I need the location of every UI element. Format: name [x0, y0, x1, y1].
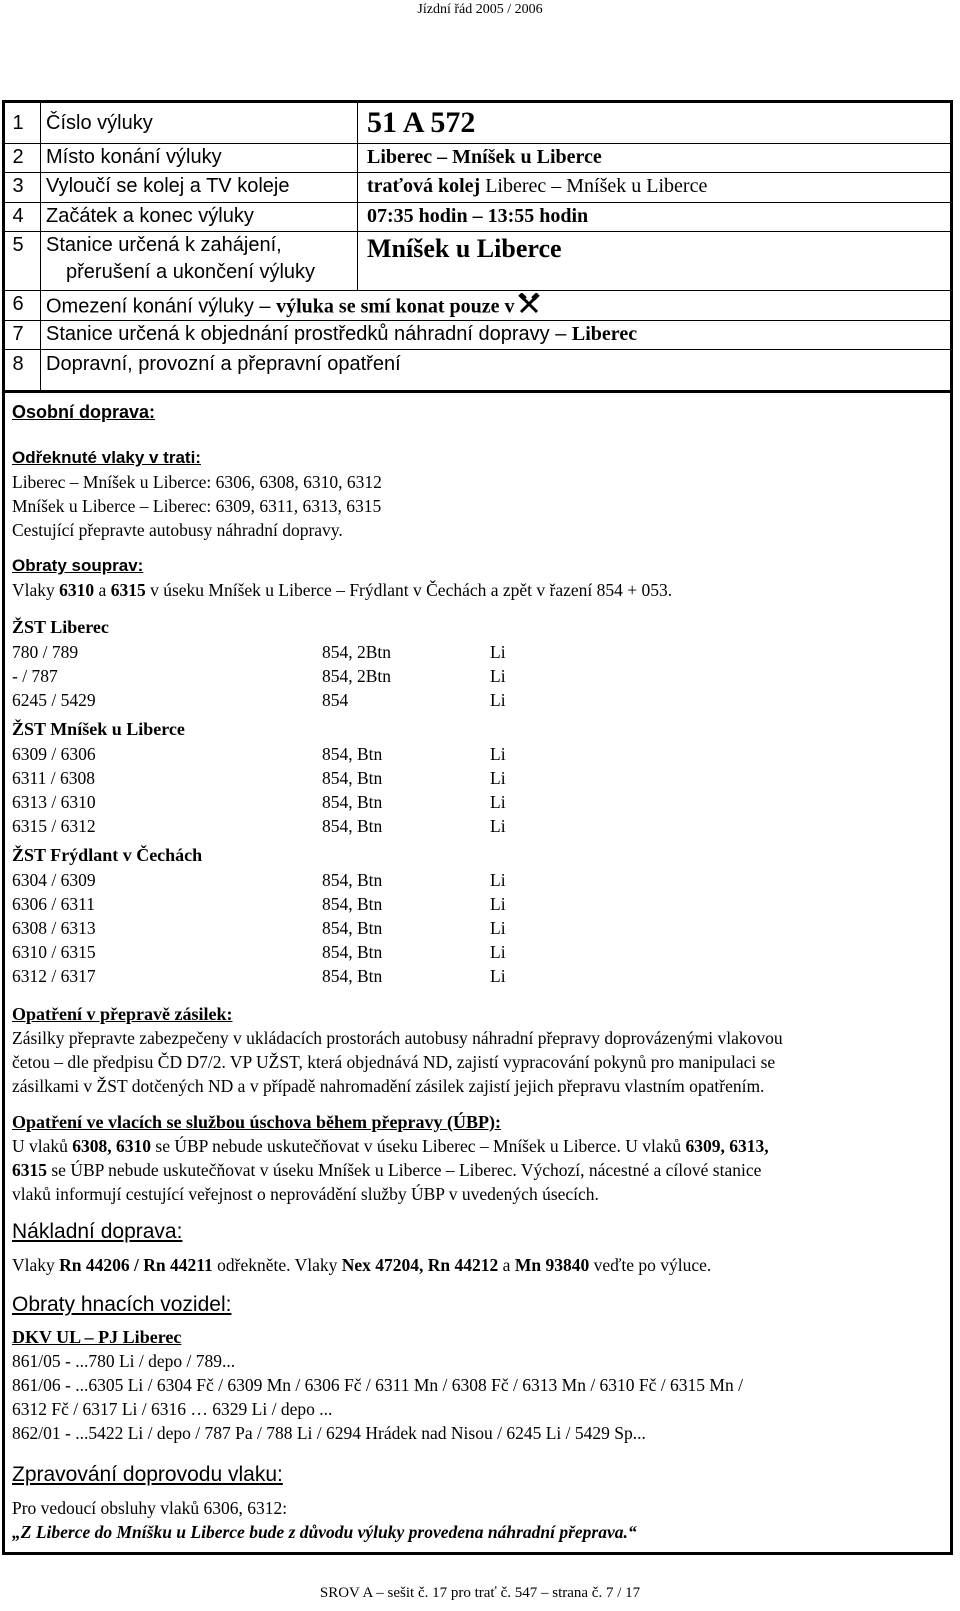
- text-line: 6315 se ÚBP nebude uskutečňovat v úseku Mníšek u Liberce – Liberec. Výchozí, nácestné a cílové stanice: [12, 1160, 762, 1180]
- table-row-4: [2, 205, 953, 231]
- table-row-7: [2, 323, 953, 349]
- row-number: 5: [12, 234, 24, 256]
- row-number: 6: [12, 293, 24, 315]
- text-line: Cestující přepravte autobusy náhradní dopravy.: [12, 520, 343, 540]
- text-line: Liberec – Mníšek u Liberce: 6306, 6308, 6310, 6312: [12, 472, 382, 492]
- text-line: Pro vedoucí obsluhy vlaků 6306, 6312:: [12, 1498, 288, 1518]
- page-footer: SROV A – sešit č. 17 pro trať č. 547 – strana č. 7 / 17: [319, 1585, 641, 1601]
- row-value: Mníšek u Liberce: [367, 234, 562, 263]
- row-value: 07:35 hodin – 13:55 hodin: [367, 205, 589, 227]
- row-number: 3: [12, 175, 24, 197]
- section-title-zpravovani: Zpravování doprovodu vlaku:: [12, 1463, 283, 1486]
- text-line: 6312 Fč / 6317 Li / 6316 … 6329 Li / depo ...: [12, 1399, 333, 1419]
- page-header: Jízdní řád 2005 / 2006: [417, 2, 543, 17]
- row-number: 7: [12, 323, 24, 345]
- row-label: Omezení konání výluky – výluka se smí konat pouze v: [46, 293, 540, 321]
- row-label: Vyloučí se kolej a TV koleje: [46, 175, 290, 197]
- text-line: zásilkami v ŽST dotčených ND a v případě nahromadění zásilek zajistí jejich přepravu vlastním opatřením.: [12, 1076, 765, 1096]
- info-table: [2, 100, 953, 390]
- subsection-odreknute: Odřeknuté vlaky v trati:: [12, 448, 201, 467]
- row-number: 1: [12, 112, 24, 134]
- section-title-osobni: Osobní doprava:: [12, 402, 156, 422]
- section-title-nakladni: Nákladní doprava:: [12, 1220, 183, 1243]
- obraty-line: Vlaky 6310 a 6315 v úseku Mníšek u Liberce – Frýdlant v Čechách a zpět v řazení 854 + 053.: [12, 580, 673, 600]
- table-row-2: [2, 146, 953, 172]
- group-title: ŽST Mníšek u Liberce: [12, 719, 185, 739]
- announcement-text: „Z Liberce do Mníšku u Liberce bude z důvodu výluky provedena náhradní přeprava.“: [12, 1522, 637, 1542]
- text-line: Zásilky přepravte zabezpečeny v ukládacích prostorách autobusy náhradní přepravy doprovázenými vlakovou: [12, 1028, 783, 1048]
- text-line: 861/06 - ...6305 Li / 6304 Fč / 6309 Mn / 6306 Fč / 6311 Mn / 6308 Fč / 6313 Mn / 6310 Fč / 6315 Mn /: [12, 1375, 743, 1395]
- row-value: Liberec – Mníšek u Liberce: [367, 146, 602, 168]
- group-title: ŽST Frýdlant v Čechách: [12, 845, 203, 865]
- row-value: traťová kolej Liberec – Mníšek u Liberce: [367, 175, 708, 197]
- row-label-line2: přerušení a ukončení výluky: [66, 261, 316, 283]
- table-row-3: [2, 175, 953, 201]
- table-row-8: [2, 353, 953, 379]
- text-line: Mníšek u Liberce – Liberec: 6309, 6311, 6313, 6315: [12, 496, 382, 516]
- table-row-6: [2, 293, 953, 319]
- table-row-1: [2, 106, 953, 143]
- group-title: ŽST Liberec: [12, 617, 109, 637]
- row-label: Stanice určená k objednání prostředků náhradní dopravy – Liberec: [46, 323, 638, 345]
- table-row-5: [2, 234, 953, 290]
- row-label: Místo konání výluky: [46, 146, 222, 168]
- text-line: 861/05 - ...780 Li / depo / 789...: [12, 1351, 236, 1371]
- closure-number: 51 A 572: [367, 106, 476, 139]
- text-line: Vlaky Rn 44206 / Rn 44211 odřekněte. Vlaky Nex 47204, Rn 44212 a Mn 93840 veďte po výluce.: [12, 1255, 712, 1275]
- row-label: Začátek a konec výluky: [46, 205, 254, 227]
- row-number: 2: [12, 146, 24, 168]
- subsection-obraty: Obraty souprav:: [12, 556, 144, 575]
- hammer-pick-icon: [518, 293, 540, 321]
- row-label: Stanice určená k zahájení,: [46, 234, 282, 256]
- text-line: vlaků informují cestující veřejnost o neprovádění služby ÚBP v uvedených úsecích.: [12, 1184, 599, 1204]
- text-line: četou – dle předpisu ČD D7/2. VP UŽST, která objednává ND, zajistí vypracování pokynů pro manipulaci se: [12, 1052, 776, 1072]
- row-label: Dopravní, provozní a přepravní opatření: [46, 353, 401, 375]
- subsection-zasilky: Opatření v přepravě zásilek:: [12, 1004, 233, 1024]
- subsection-ubp: Opatření ve vlacích se službou úschova během přepravy (ÚBP):: [12, 1112, 501, 1132]
- section-title-obraty-hnacich: Obraty hnacích vozidel:: [12, 1293, 232, 1316]
- text-line: U vlaků 6308, 6310 se ÚBP nebude uskutečňovat v úseku Liberec – Mníšek u Liberce. U vlaků 6309, 6313,: [12, 1136, 769, 1156]
- row-number: 8: [12, 353, 24, 375]
- text-line: 862/01 - ...5422 Li / depo / 787 Pa / 788 Li / 6294 Hrádek nad Nisou / 6245 Li / 5429 Sp...: [12, 1423, 646, 1443]
- subsection-dkv: DKV UL – PJ Liberec: [12, 1327, 182, 1347]
- row-number: 4: [12, 205, 24, 227]
- row-label: Číslo výluky: [46, 112, 153, 134]
